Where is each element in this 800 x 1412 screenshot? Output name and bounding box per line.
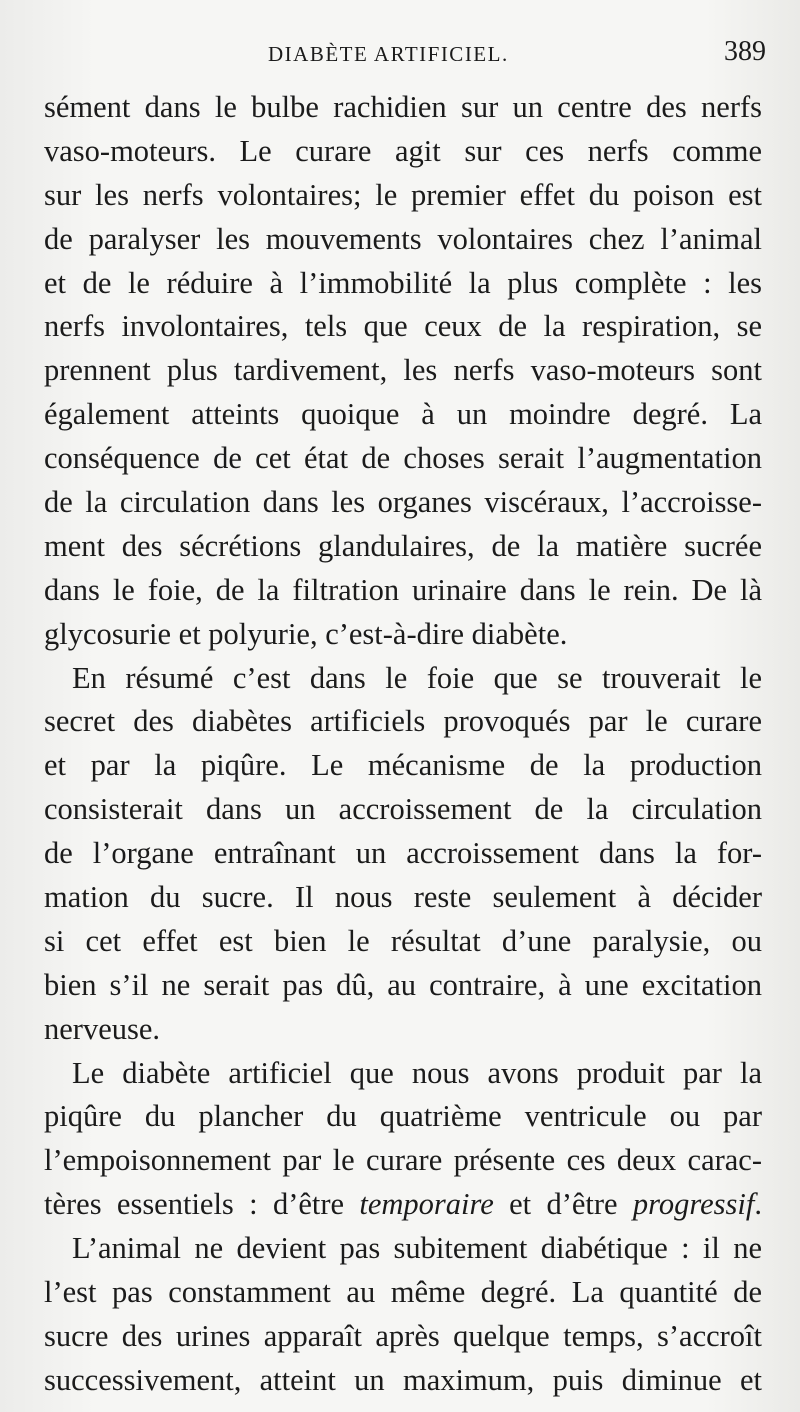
text-line: l’empoisonnement par le curare présente ces deux carac-	[44, 1143, 762, 1178]
italic-term: temporaire	[359, 1187, 494, 1222]
text-line: également atteints quoique à un moindre degré. La	[44, 397, 762, 432]
text-line: sur les nerfs volontaires; le premier effet du poison est	[44, 177, 762, 212]
text-line: de la circulation dans les organes viscéraux, l’accroisse-	[44, 485, 762, 520]
text-line: nerveuse.	[44, 1011, 161, 1046]
text-line: et par la piqûre. Le mécanisme de la production	[44, 748, 762, 783]
text-line: successivement, atteint un maximum, puis diminue et	[44, 1362, 762, 1397]
page-header	[44, 36, 766, 76]
italic-term: progressif	[632, 1187, 755, 1222]
body-text	[44, 86, 762, 1403]
running-title: DIABÈTE ARTIFICIEL.	[268, 42, 509, 66]
text-line: glycosurie et polyurie, c’est-à-dire diabète.	[44, 616, 568, 651]
text-line: si cet effet est bien le résultat d’une paralysie, ou	[44, 923, 762, 958]
text-line-with-italics	[44, 1183, 762, 1227]
text-line: sucre des urines apparaît après quelque temps, s’accroît	[44, 1318, 762, 1353]
text-line: consisterait dans un accroissement de la circulation	[44, 792, 762, 827]
text-line: bien s’il ne serait pas dû, au contraire, à une excitation	[44, 967, 762, 1002]
text-fragment: tères essentiels : d’être	[44, 1187, 360, 1222]
text-fragment: .	[754, 1187, 762, 1222]
text-line: Le diabète artificiel que nous avons produit par la	[72, 1055, 762, 1090]
text-line: nerfs involontaires, tels que ceux de la respiration, se	[44, 309, 762, 344]
text-line: de paralyser les mouvements volontaires chez l’animal	[44, 221, 762, 256]
text-line: En résumé c’est dans le foie que se trouverait le	[72, 660, 762, 695]
text-fragment: et d’être	[493, 1187, 633, 1222]
text-line: ment des sécrétions glandulaires, de la matière sucrée	[44, 528, 762, 563]
text-line: mation du sucre. Il nous reste seulement à décider	[44, 880, 762, 915]
text-line: prennent plus tardivement, les nerfs vaso-moteurs sont	[44, 353, 762, 388]
text-line: de l’organe entraînant un accroissement dans la for-	[44, 836, 762, 871]
text-line: L’animal ne devient pas subitement diabétique : il ne	[72, 1231, 762, 1266]
text-line: vaso-moteurs. Le curare agit sur ces nerfs comme	[44, 133, 762, 168]
text-line: conséquence de cet état de choses serait l’augmentation	[44, 441, 762, 476]
text-line: dans le foie, de la filtration urinaire dans le rein. De là	[44, 572, 762, 607]
text-line: piqûre du plancher du quatrième ventricule ou par	[44, 1099, 762, 1134]
text-line: et de le réduire à l’immobilité la plus complète : les	[44, 265, 762, 300]
text-line: sément dans le bulbe rachidien sur un centre des nerfs	[44, 90, 762, 124]
text-line: l’est pas constamment au même degré. La quantité de	[44, 1275, 762, 1310]
text-line: secret des diabètes artificiels provoqués par le curare	[44, 704, 762, 739]
page-number: 389	[724, 36, 766, 67]
